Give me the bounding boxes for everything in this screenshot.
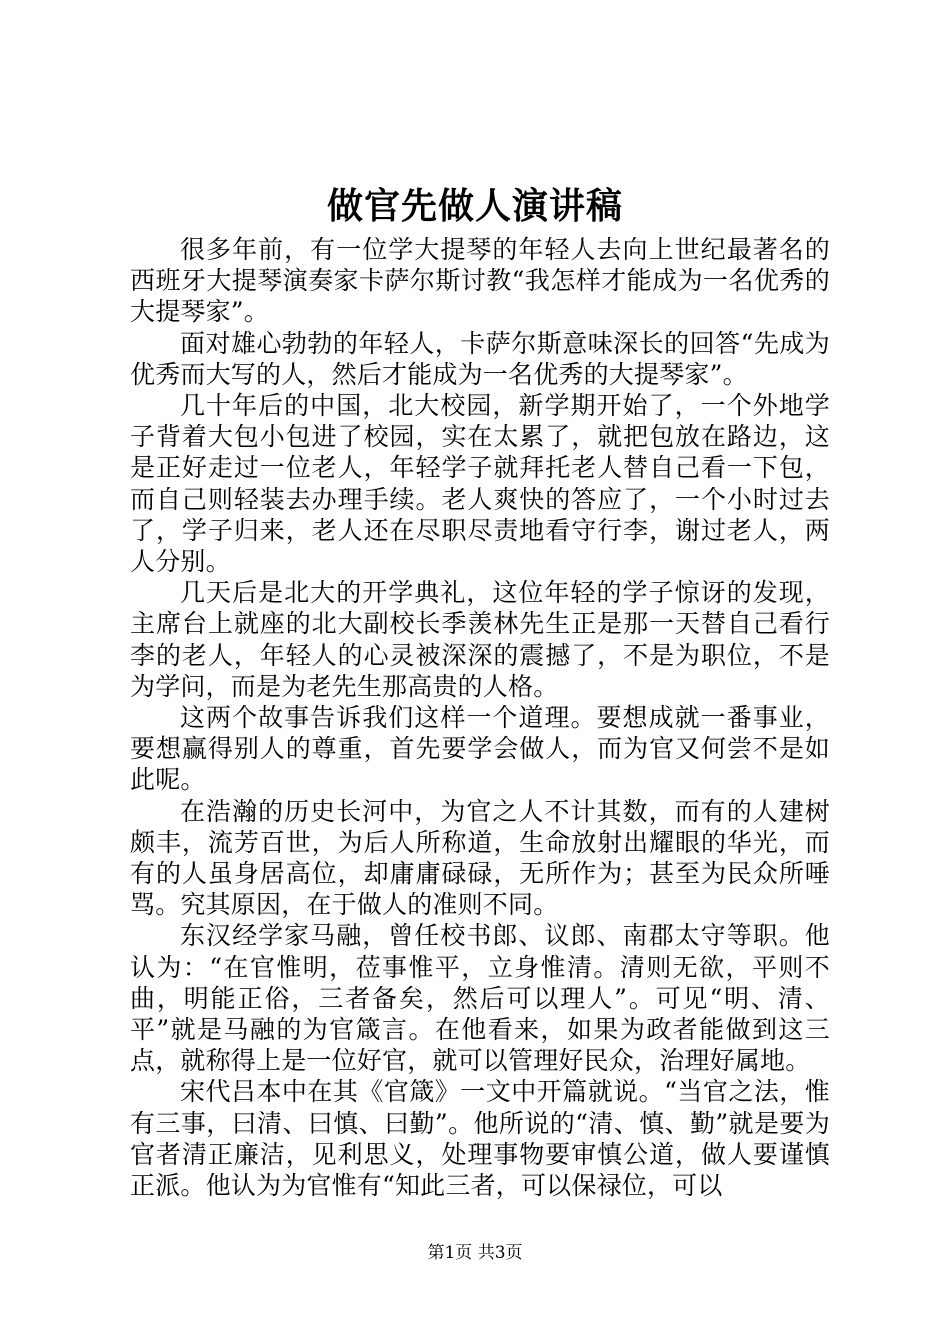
paragraph: 这两个故事告诉我们这样一个道理。要想成就一番事业，要想赢得别人的尊重，首先要学会做人，而为官又何尝不是如此呢。: [130, 703, 830, 795]
document-title: 做官先做人演讲稿: [326, 185, 623, 227]
page-footer: 第1页 共3页: [427, 1243, 523, 1263]
paragraph: 几天后是北大的开学典礼，这位年轻的学子惊讶的发现，主席台上就座的北大副校长季羡林先生正是那一天替自己看行李的老人，年轻人的心灵被深深的震撼了，不是为职位，不是为学问，而是为老先生那高贵的人格。: [130, 578, 830, 701]
paragraph: 宋代吕本中在其《官箴》一文中开篇就说。“当官之法，惟有三事，曰清、曰慎、曰勤”。他所说的“清、慎、勤”就是要为官者清正廉洁，见利思义，处理事物要审慎公道，做人要谨慎正派。他认为为官惟有“知此三者，可以保禄位，可以: [130, 1077, 830, 1201]
paragraph: 东汉经学家马融，曾任校书郎、议郎、南郡太守等职。他认为：“在官惟明，莅事惟平，立身惟清。清则无欲，平则不曲，明能正俗，三者备矣，然后可以理人”。可见“明、清、平”就是马融的为官箴言。在他看来，如果为政者能做到这三点，就称得上是一位好官，就可以管理好民众，治理好属地。: [130, 921, 830, 1076]
paragraph: 在浩瀚的历史长河中，为官之人不计其数，而有的人建树颇丰，流芳百世，为后人所称道，生命放射出耀眼的华光，而有的人虽身居高位，却庸庸碌碌，无所作为；甚至为民众所唾骂。究其原因，在于做人的准则不同。: [130, 796, 830, 920]
paragraph: 面对雄心勃勃的年轻人，卡萨尔斯意味深长的回答“先成为优秀而大写的人，然后才能成为一名优秀的大提琴家”。: [130, 328, 830, 389]
paragraph: 几十年后的中国，北大校园，新学期开始了，一个外地学子背着大包小包进了校园，实在太累了，就把包放在路边，这是正好走过一位老人，年轻学子就拜托老人替自己看一下包，而自己则轻装去办理手续。老人爽快的答应了，一个小时过去了，学子归来，老人还在尽职尽责地看守行李，谢过老人，两人分别。: [130, 391, 830, 577]
document-body: [130, 234, 830, 1201]
paragraph: 很多年前，有一位学大提琴的年轻人去向上世纪最著名的西班牙大提琴演奏家卡萨尔斯讨教“我怎样才能成为一名优秀的大提琴家”。: [130, 235, 830, 327]
